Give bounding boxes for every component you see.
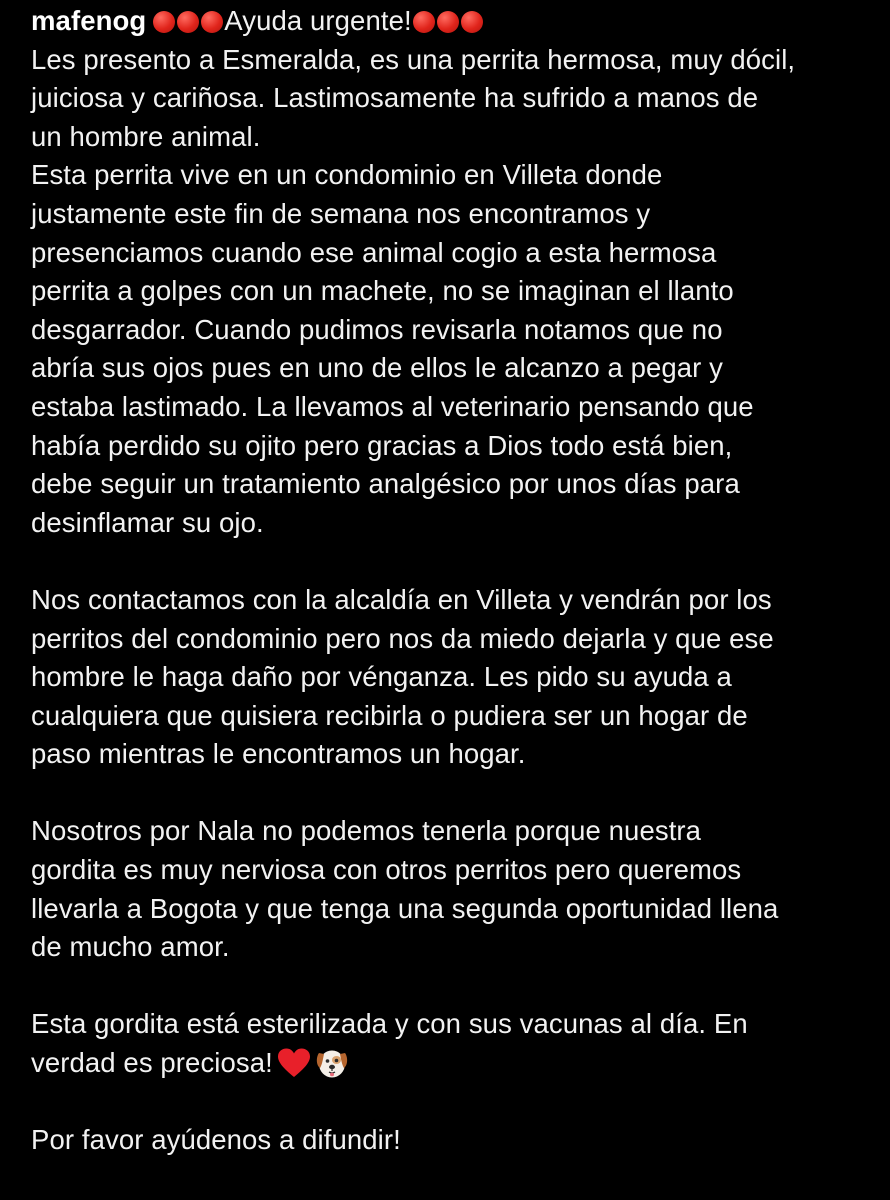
post-caption [31,2,871,1160]
red-circle-icon [153,11,175,33]
paragraph-spacer [31,542,871,581]
paragraph-spacer [31,967,871,1006]
caption-line: abría sus ojos pues en uno de ellos le alcanzo a pegar y [31,352,724,384]
caption-line: perritos del condominio pero nos da miedo dejarla y que ese [31,622,774,654]
caption-line: Por favor ayúdenos a difundir! [31,1124,401,1156]
paragraph-spacer [31,774,871,813]
caption-line: debe seguir un tratamiento analgésico por unos días para [31,468,740,500]
caption-line-with-emoji [31,1044,871,1083]
dog-face-icon [315,1047,349,1090]
caption-line: estaba lastimado. La llevamos al veterinario pensando que [31,390,754,422]
red-circle-icon [177,11,199,33]
caption-line: desgarrador. Cuando pudimos revisarla notamos que no [31,313,723,345]
caption-line: de mucho amor. [31,931,230,963]
caption-line: perrita a golpes con un machete, no se imaginan el llanto [31,275,734,307]
red-circle-icon [413,11,435,33]
caption-line: hombre le haga daño por vénganza. Les pido su ayuda a [31,661,732,693]
headline-text: Ayuda urgente! [224,5,412,36]
caption-line: Les presento a Esmeralda, es una perrita hermosa, muy dócil, [31,43,796,75]
caption-line: desinflamar su ojo. [31,506,264,538]
caption-line: llevarla a Bogota y que tenga una segunda oportunidad llena [31,892,779,924]
caption-line: justamente este fin de semana nos encontramos y [31,197,651,229]
paragraph-spacer [31,1083,871,1122]
caption-line: cualquiera que quisiera recibirla o pudiera ser un hogar de [31,699,748,731]
red-circle-icon [461,11,483,33]
caption-line: Nos contactamos con la alcaldía en Villeta y vendrán por los [31,583,772,615]
caption-line: juiciosa y cariñosa. Lastimosamente ha sufrido a manos de [31,82,759,114]
caption-header [31,2,871,41]
caption-line: había perdido su ojito pero gracias a Dios todo está bien, [31,429,733,461]
caption-line: gordita es muy nerviosa con otros perritos pero queremos [31,854,742,886]
caption-line: presenciamos cuando ese animal cogio a esta hermosa [31,236,717,268]
caption-line: un hombre animal. [31,120,261,152]
caption-line: Esta perrita vive en un condominio en Villeta donde [31,159,663,191]
caption-line: Esta gordita está esterilizada y con sus vacunas al día. En [31,1008,748,1040]
username-link[interactable]: mafenog [31,5,147,36]
caption-line: paso mientras le encontramos un hogar. [31,738,526,770]
caption-line: Nosotros por Nala no podemos tenerla porque nuestra [31,815,702,847]
red-circle-icon [201,11,223,33]
red-heart-icon [277,1048,311,1089]
caption-text: verdad es preciosa! [31,1047,273,1079]
red-circle-icon [437,11,459,33]
